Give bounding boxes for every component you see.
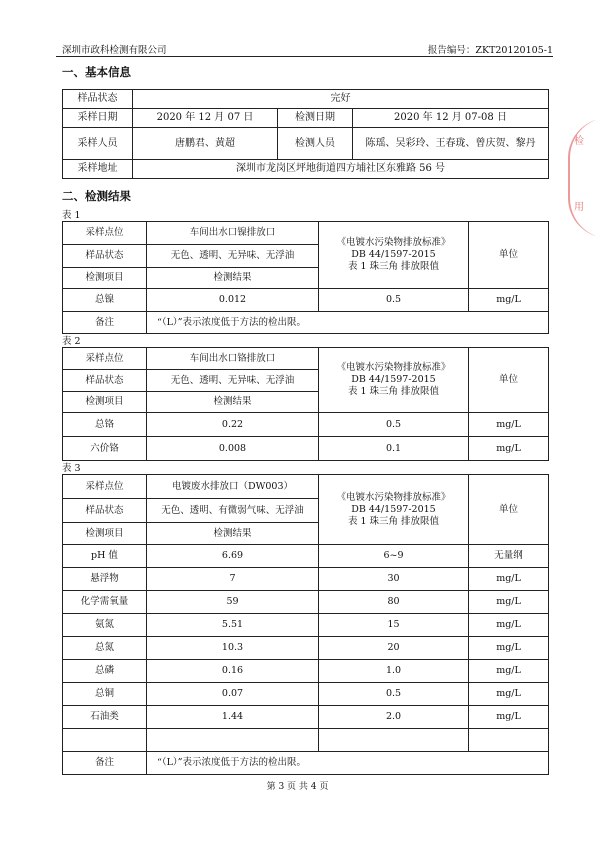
cell: 2020 年 12 月 07 日 xyxy=(133,109,278,128)
cell: 样品状态 xyxy=(63,499,147,523)
table-row xyxy=(63,289,549,312)
cell: mg/L xyxy=(469,637,549,660)
cell: 无色、透明、无异味、无浮油 xyxy=(147,245,319,268)
table-row xyxy=(63,591,549,614)
stamp-glyph: 检 xyxy=(574,136,584,147)
result-table-1 xyxy=(62,221,549,334)
cell: 电镀废水排放口（DW003） xyxy=(147,475,319,499)
cell: 检测项目 xyxy=(63,268,147,289)
cell: 30 xyxy=(319,568,469,591)
cell: 样品状态 xyxy=(63,90,133,109)
cell: 检测结果 xyxy=(147,268,319,289)
cell: 检测日期 xyxy=(278,109,353,128)
stamp-glyph: 用 xyxy=(574,202,584,213)
cell: 检测项目 xyxy=(63,523,147,545)
cell: 1.44 xyxy=(147,706,319,729)
cell: 采样地址 xyxy=(63,160,133,179)
cell: 石油类 xyxy=(63,706,147,729)
cell: 0.5 xyxy=(319,413,469,437)
section-results-title: 二、检测结果 xyxy=(62,189,131,203)
table-row xyxy=(63,160,549,179)
table-row xyxy=(63,706,549,729)
cell: 车间出水口镍排放口 xyxy=(147,222,319,245)
cell: 0.008 xyxy=(147,437,319,461)
page-number: 第 3 页 共 4 页 xyxy=(266,782,329,792)
cell: 氨氮 xyxy=(63,614,147,637)
cell: 样品状态 xyxy=(63,370,147,392)
cell: 总铜 xyxy=(63,683,147,706)
cell: 深圳市龙岗区坪地街道四方埔社区东雅路 56 号 xyxy=(133,160,549,179)
table-row xyxy=(63,128,549,160)
table-1-label: 表 1 xyxy=(62,210,81,221)
table-row xyxy=(63,545,549,568)
table-row xyxy=(63,614,549,637)
cell: mg/L xyxy=(469,413,549,437)
cell: 80 xyxy=(319,591,469,614)
cell: 15 xyxy=(319,614,469,637)
cell: 2.0 xyxy=(319,706,469,729)
table-row xyxy=(63,637,549,660)
cell: 0.07 xyxy=(147,683,319,706)
cell: 悬浮物 xyxy=(63,568,147,591)
stamp-mark xyxy=(568,118,595,238)
table-row xyxy=(63,437,549,461)
cell: 六价铬 xyxy=(63,437,147,461)
cell: 无色、透明、无异味、无浮油 xyxy=(147,370,319,392)
basic-info-table xyxy=(62,89,549,179)
company-name: 深圳市政科检测有限公司 xyxy=(62,45,167,56)
cell xyxy=(63,729,147,752)
cell: 采样日期 xyxy=(63,109,133,128)
cell: 6.69 xyxy=(147,545,319,568)
cell: “（L）”表示浓度低于方法的检出限。 xyxy=(147,312,549,334)
cell: 陈瑶、吴彩玲、王春珑、曾庆贺、黎丹 xyxy=(353,128,549,160)
cell: 6~9 xyxy=(319,545,469,568)
cell xyxy=(147,729,319,752)
cell: mg/L xyxy=(469,683,549,706)
cell: 采样点位 xyxy=(63,348,147,370)
unit-header-cell: 单位 xyxy=(469,222,549,289)
table-row xyxy=(63,109,549,128)
cell: 59 xyxy=(147,591,319,614)
cell: mg/L xyxy=(469,660,549,683)
cell: 无色、透明、有微弱气味、无浮油 xyxy=(147,499,319,523)
header-divider xyxy=(56,56,553,57)
cell: 车间出水口铬排放口 xyxy=(147,348,319,370)
cell: 总磷 xyxy=(63,660,147,683)
result-table-3 xyxy=(62,474,549,775)
table-row xyxy=(63,729,549,752)
cell: mg/L xyxy=(469,614,549,637)
cell: 检测人员 xyxy=(278,128,353,160)
table-row xyxy=(63,348,549,370)
cell: 采样点位 xyxy=(63,222,147,245)
cell: 总氮 xyxy=(63,637,147,660)
cell: 20 xyxy=(319,637,469,660)
table-row xyxy=(63,660,549,683)
result-table-2 xyxy=(62,347,549,461)
cell: pH 值 xyxy=(63,545,147,568)
cell: mg/L xyxy=(469,591,549,614)
report-number: 报告编号：ZKT20120105-1 xyxy=(427,45,553,56)
table-3-label: 表 3 xyxy=(62,463,81,474)
standard-cell: 《电镀水污染物排放标准》 DB 44/1597-2015 表 1 珠三角 排放限值 xyxy=(319,222,469,289)
standard-cell: 《电镀水污染物排放标准》 DB 44/1597-2015 表 1 珠三角 排放限值 xyxy=(319,348,469,413)
cell: 0.16 xyxy=(147,660,319,683)
table-row xyxy=(63,752,549,775)
cell: 完好 xyxy=(133,90,549,109)
cell xyxy=(469,729,549,752)
cell: 检测结果 xyxy=(147,523,319,545)
cell: 检测结果 xyxy=(147,392,319,413)
cell: mg/L xyxy=(469,706,549,729)
standard-cell: 《电镀水污染物排放标准》 DB 44/1597-2015 表 1 珠三角 排放限值 xyxy=(319,475,469,545)
cell: 5.51 xyxy=(147,614,319,637)
cell: 总镍 xyxy=(63,289,147,312)
table-row xyxy=(63,568,549,591)
table-row xyxy=(63,90,549,109)
cell: 0.22 xyxy=(147,413,319,437)
cell: 备注 xyxy=(63,312,147,334)
unit-header-cell: 单位 xyxy=(469,475,549,545)
cell: “（L）”表示浓度低于方法的检出限。 xyxy=(147,752,549,775)
cell xyxy=(319,729,469,752)
table-row xyxy=(63,475,549,499)
table-row xyxy=(63,413,549,437)
cell: 2020 年 12 月 07-08 日 xyxy=(353,109,549,128)
cell: mg/L xyxy=(469,437,549,461)
cell: 备注 xyxy=(63,752,147,775)
table-row xyxy=(63,683,549,706)
cell: 0.012 xyxy=(147,289,319,312)
cell: 检测项目 xyxy=(63,392,147,413)
cell: mg/L xyxy=(469,568,549,591)
cell: 7 xyxy=(147,568,319,591)
cell: 采样人员 xyxy=(63,128,133,160)
cell: 样品状态 xyxy=(63,245,147,268)
cell: 化学需氧量 xyxy=(63,591,147,614)
unit-header-cell: 单位 xyxy=(469,348,549,413)
table-2-label: 表 2 xyxy=(62,336,81,347)
cell: 0.5 xyxy=(319,289,469,312)
cell: 无量纲 xyxy=(469,545,549,568)
cell: 0.5 xyxy=(319,683,469,706)
cell: 唐鹏君、黄超 xyxy=(133,128,278,160)
cell: 10.3 xyxy=(147,637,319,660)
cell: 总铬 xyxy=(63,413,147,437)
table-row xyxy=(63,222,549,245)
cell: 0.1 xyxy=(319,437,469,461)
table-row xyxy=(63,312,549,334)
cell: mg/L xyxy=(469,289,549,312)
section-basic-info-title: 一、基本信息 xyxy=(62,65,131,79)
cell: 采样点位 xyxy=(63,475,147,499)
cell: 1.0 xyxy=(319,660,469,683)
